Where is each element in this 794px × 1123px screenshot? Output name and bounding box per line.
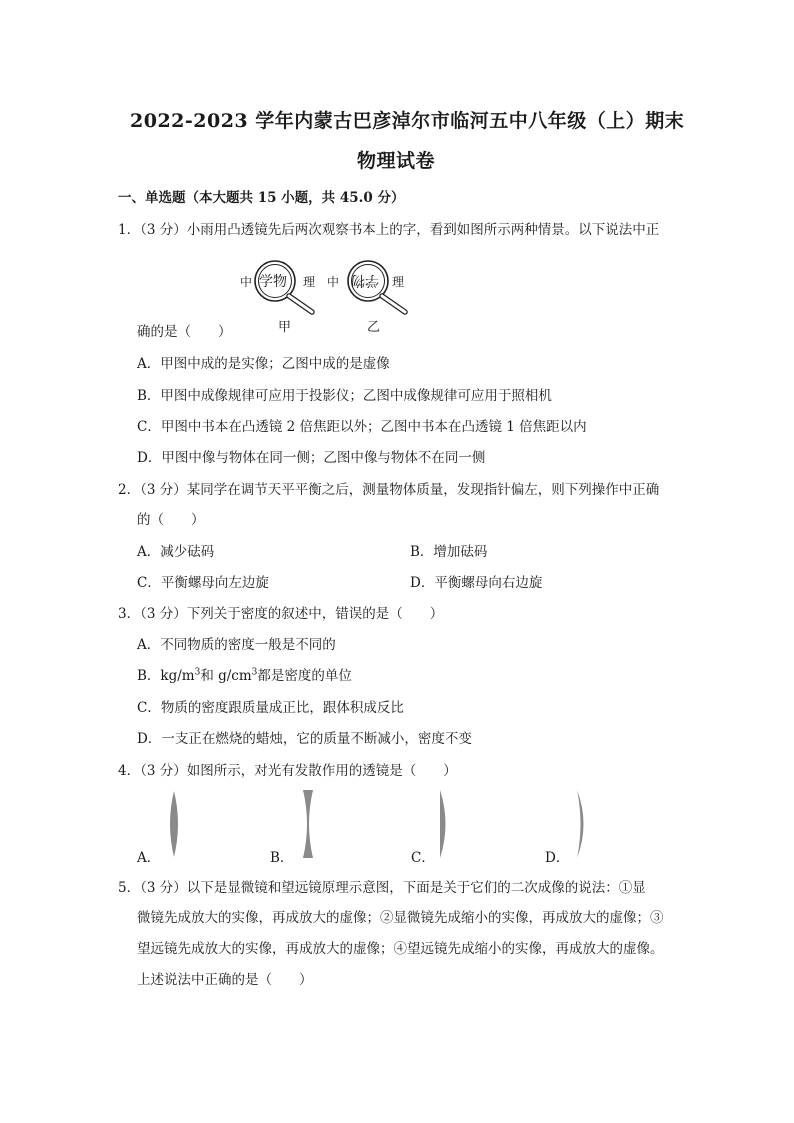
question-2-option-d: D．平衡螺母向右边旋 (410, 575, 543, 591)
question-4-option-b: B． (270, 850, 294, 866)
convex-lens-icon (164, 789, 184, 859)
question-5-stem-line4: 上述说法中正确的是（ ） (137, 972, 313, 988)
fig-jia-magnified-text: 学物 (259, 274, 287, 290)
option-b-unit2: 和 g/cm (200, 668, 252, 684)
option-b-sup1: 3 (194, 667, 201, 678)
question-3-stem: 3．（3 分）下列关于密度的叙述中，错误的是（ ） (118, 606, 444, 622)
question-1-option-b: B．甲图中成像规律可应用于投影仪；乙图中成像规律可应用于照相机 (137, 388, 552, 404)
question-2-option-b: B．增加砝码 (410, 544, 488, 560)
page-title-line2: 物理试卷 (357, 150, 436, 172)
question-4-option-a: A． (137, 850, 161, 866)
question-1-option-d: D．甲图中像与物体在同一侧；乙图中像与物体不在同一侧 (137, 450, 486, 466)
magnifier-figure (230, 256, 420, 336)
question-1-option-c: C．甲图中书本在凸透镜 2 倍焦距以外；乙图中书本在凸透镜 1 倍焦距以内 (137, 419, 587, 435)
question-2-stem: 2．（3 分）某同学在调节天平平衡之后，测量物体质量，发现指针偏左，则下列操作中正确 (118, 482, 660, 498)
fig-yi-label: 乙 (367, 320, 381, 335)
fig-yi-left-char: 中 (327, 275, 340, 289)
question-5-stem-line2: 微镜先成放大的实像，再成放大的虚像；②显微镜先成缩小的实像，再成放大的虚像；③ (137, 910, 664, 926)
question-3-option-a: A．不同物质的密度一般是不同的 (137, 637, 336, 653)
question-3-option-c: C．物质的密度跟质量成正比，跟体积成反比 (137, 700, 404, 716)
question-4-option-d: D． (545, 850, 570, 866)
question-2-stem-cont: 的（ ） (137, 512, 205, 528)
question-1-option-a: A．甲图中成的是实像；乙图中成的是虚像 (137, 356, 390, 372)
question-4-option-c: C． (411, 850, 435, 866)
fig-yi-magnified-text: 学物 (351, 272, 379, 288)
option-b-sup2: 3 (251, 667, 258, 678)
question-1-figure (230, 256, 420, 336)
question-1-stem-cont: 确的是（ ） (137, 324, 232, 340)
question-3-option-b (137, 664, 352, 684)
question-5-stem-line3: 望远镜先成放大的实像，再成放大的虚像；④望远镜先成缩小的实像，再成放大的虚像。 (137, 941, 664, 957)
question-2-option-c: C．平衡螺母向左边旋 (137, 575, 269, 591)
fig-jia-left-char: 中 (240, 275, 253, 289)
question-4-stem: 4．（3 分）如图所示，对光有发散作用的透镜是（ ） (118, 763, 457, 779)
concave-lens-icon (299, 788, 321, 860)
meniscus-lens-icon (572, 788, 594, 860)
option-b-unit1: B．kg/m (137, 668, 195, 684)
page-title-line1: 2022-2023 学年内蒙古巴彦淖尔市临河五中八年级（上）期末 (130, 110, 685, 132)
section-heading: 一、单选题（本大题共 15 小题，共 45.0 分） (118, 190, 405, 206)
option-b-tail: 都是密度的单位 (257, 668, 352, 684)
plano-convex-lens-icon (437, 788, 453, 860)
question-1-stem: 1．（3 分）小雨用凸透镜先后两次观察书本上的字，看到如图所示两种情景。以下说法中正 (118, 222, 660, 238)
question-2-option-a: A．减少砝码 (137, 544, 215, 560)
question-3-option-d: D．一支正在燃烧的蜡烛，它的质量不断减小，密度不变 (137, 731, 472, 747)
fig-yi-right-char: 理 (392, 275, 405, 289)
fig-jia-right-char: 理 (303, 275, 316, 289)
question-5-stem-line1: 5．（3 分）以下是显微镜和望远镜原理示意图，下面是关于它们的二次成像的说法：①显 (118, 880, 646, 896)
fig-jia-label: 甲 (278, 320, 292, 335)
